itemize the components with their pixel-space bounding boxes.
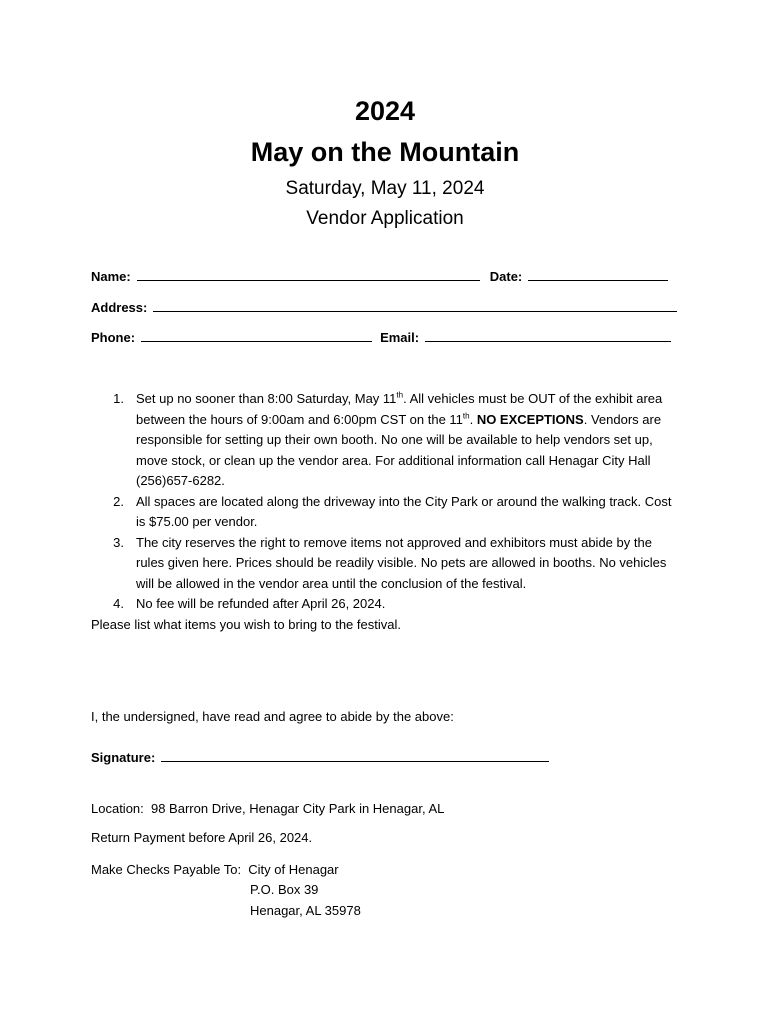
name-label: Name:: [91, 269, 131, 284]
list-number: 4.: [113, 596, 124, 611]
signature-field[interactable]: [161, 749, 549, 762]
rule-text: No fee will be refunded after April 26, 2024.: [136, 596, 386, 611]
list-number: 1.: [113, 391, 124, 406]
event-title: May on the Mountain: [250, 137, 520, 167]
document-type: Vendor Application: [306, 208, 464, 229]
event-year: 2024: [354, 96, 416, 126]
name-date-row: [91, 268, 668, 284]
list-item: [91, 594, 681, 615]
rule-text: Set up no sooner than 8:00 Saturday, May 11th. All vehicles must be OUT of the exhibit area between the hours of 9:00am and 6:00pm CST on the 11th. NO EXCEPTIONS. Vendors are responsible for setting up their own booth. No one will be available to help vendors set up, move stock, or clean up the vendor area. For additional information call Henagar City Hall (256)657-6282.: [136, 390, 663, 488]
location-line: Location: 98 Barron Drive, Henagar City Park in Henagar, AL: [91, 801, 445, 816]
list-number: 3.: [113, 534, 124, 550]
rules-list: [91, 389, 681, 635]
phone-email-row: [91, 329, 671, 345]
date-field[interactable]: [528, 268, 668, 281]
list-item: [91, 533, 681, 595]
items-prompt: Please list what items you wish to bring to the festival.: [91, 616, 401, 632]
list-item: [91, 389, 681, 492]
event-date: Saturday, May 11, 2024: [285, 178, 485, 199]
no-exceptions-emphasis: NO EXCEPTIONS: [476, 411, 584, 427]
phone-field[interactable]: [141, 329, 372, 342]
return-payment-line: Return Payment before April 26, 2024.: [91, 830, 313, 845]
rule-text: All spaces are located along the driveway into the City Park or around the walking track. Cost is $75.00 per vendor.: [136, 493, 672, 529]
address-field[interactable]: [153, 299, 677, 312]
list-number: 2.: [113, 493, 124, 509]
rule-text: The city reserves the right to remove items not approved and exhibitors must abide by the rules given here. Prices should be readily visible. No pets are allowed in booths. No vehicles will be allowed in the vendor area until the conclusion of the festival.: [136, 534, 667, 591]
phone-label: Phone:: [91, 330, 136, 345]
city-state-zip-line: Henagar, AL 35978: [250, 903, 361, 918]
po-box-line: P.O. Box 39: [250, 882, 319, 897]
signature-row: [91, 749, 549, 765]
agreement-statement: I, the undersigned, have read and agree to abide by the above:: [91, 709, 454, 724]
email-field[interactable]: [425, 329, 671, 342]
checks-payable-line: Make Checks Payable To: City of Henagar: [91, 862, 339, 877]
address-row: [91, 299, 677, 315]
address-label: Address:: [91, 300, 148, 315]
list-item: [91, 492, 681, 533]
email-label: Email:: [380, 330, 420, 345]
signature-label: Signature:: [91, 750, 156, 765]
date-label: Date:: [489, 269, 523, 284]
name-field[interactable]: [137, 268, 480, 281]
